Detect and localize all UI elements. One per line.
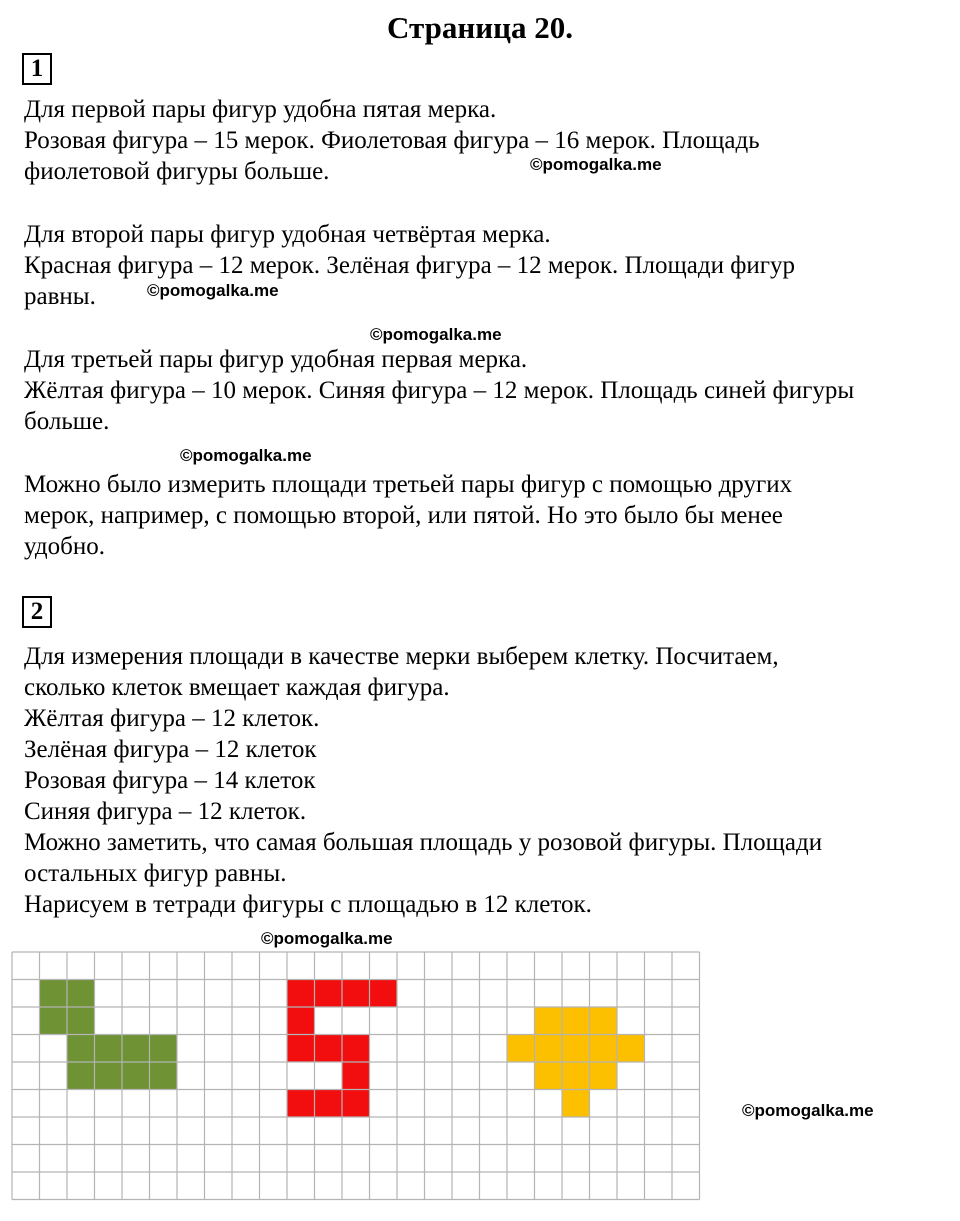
green-figure-cell xyxy=(122,1062,150,1090)
task1-paragraph-3 xyxy=(24,344,944,437)
yellow-figure-cell xyxy=(590,1007,618,1035)
task-number-1: 1 xyxy=(22,53,52,85)
text-line: Для измерения площади в качестве мерки выберем клетку. Посчитаем, xyxy=(24,643,779,670)
yellow-figure-cell xyxy=(562,1007,590,1035)
yellow-figure-cell xyxy=(535,1062,563,1090)
red-figure-cell xyxy=(287,980,315,1008)
green-figure-cell xyxy=(67,1007,95,1035)
red-figure-cell xyxy=(315,1090,343,1118)
text-line: равны. xyxy=(24,283,96,310)
green-figure-cell xyxy=(67,1035,95,1063)
green-figure-cell xyxy=(95,1062,123,1090)
text-line: больше. xyxy=(24,408,110,435)
text-line: Нарисуем в тетради фигуры с площадью в 12 клеток. xyxy=(24,891,592,918)
text-line: удобно. xyxy=(24,533,105,560)
red-figure-cell xyxy=(342,980,370,1008)
task1-paragraph-1 xyxy=(24,94,944,187)
yellow-figure-cell xyxy=(590,1062,618,1090)
yellow-figure-cell xyxy=(590,1035,618,1063)
text-line: Жёлтая фигура – 10 мерок. Синяя фигура – 12 мерок. Площадь синей фигуры xyxy=(24,377,855,404)
page-title: Страница 20. xyxy=(387,10,573,45)
task-number-2: 2 xyxy=(22,596,52,628)
watermark: ©pomogalka.me xyxy=(530,155,662,174)
red-figure-cell xyxy=(370,980,398,1008)
green-figure-cell xyxy=(150,1035,178,1063)
text-line: Зелёная фигура – 12 клеток xyxy=(24,736,317,763)
red-figure-cell xyxy=(315,980,343,1008)
yellow-figure-cell xyxy=(507,1035,535,1063)
yellow-figure-cell xyxy=(617,1035,645,1063)
green-figure-cell xyxy=(67,980,95,1008)
red-figure-cell xyxy=(287,1090,315,1118)
yellow-figure-cell xyxy=(535,1007,563,1035)
text-line: сколько клеток вмещает каждая фигура. xyxy=(24,674,450,701)
red-figure-cell xyxy=(342,1062,370,1090)
red-figure-cell xyxy=(287,1035,315,1063)
text-line: фиолетовой фигуры больше. xyxy=(24,158,330,185)
text-line: Розовая фигура – 15 мерок. Фиолетовая фигура – 16 мерок. Площадь xyxy=(24,127,760,154)
red-figure-cell xyxy=(315,1035,343,1063)
watermark: ©pomogalka.me xyxy=(370,325,502,344)
watermark: ©pomogalka.me xyxy=(180,446,312,465)
red-figure-cell xyxy=(342,1090,370,1118)
text-line: Жёлтая фигура – 12 клеток. xyxy=(24,705,320,732)
yellow-figure-cell xyxy=(535,1035,563,1063)
graph-paper-grid xyxy=(11,951,703,1211)
task2-text xyxy=(24,641,944,920)
text-line: Для третьей пары фигур удобная первая мерка. xyxy=(24,346,528,373)
text-line: Для второй пары фигур удобная четвёртая мерка. xyxy=(24,221,551,248)
green-figure-cell xyxy=(67,1062,95,1090)
text-line: Можно было измерить площади третьей пары фигур с помощью других xyxy=(24,471,793,498)
task1-paragraph-4 xyxy=(24,469,944,562)
yellow-figure-cell xyxy=(562,1062,590,1090)
text-line: мерок, например, с помощью второй, или пятой. Но это было бы менее xyxy=(24,502,783,529)
text-line: Можно заметить, что самая большая площадь у розовой фигуры. Площади xyxy=(24,829,823,856)
text-line: остальных фигур равны. xyxy=(24,860,287,887)
red-figure-cell xyxy=(287,1007,315,1035)
green-figure-cell xyxy=(40,1007,68,1035)
watermark: ©pomogalka.me xyxy=(742,1101,874,1120)
green-figure-cell xyxy=(122,1035,150,1063)
yellow-figure-cell xyxy=(562,1035,590,1063)
yellow-figure-cell xyxy=(562,1090,590,1118)
text-line: Синяя фигура – 12 клеток. xyxy=(24,798,307,825)
watermark: ©pomogalka.me xyxy=(261,929,393,948)
green-figure-cell xyxy=(150,1062,178,1090)
watermark: ©pomogalka.me xyxy=(147,281,279,300)
text-line: Красная фигура – 12 мерок. Зелёная фигура – 12 мерок. Площади фигур xyxy=(24,252,796,279)
text-line: Для первой пары фигур удобна пятая мерка. xyxy=(24,96,497,123)
green-figure-cell xyxy=(40,980,68,1008)
red-figure-cell xyxy=(342,1035,370,1063)
text-line: Розовая фигура – 14 клеток xyxy=(24,767,316,794)
green-figure-cell xyxy=(95,1035,123,1063)
